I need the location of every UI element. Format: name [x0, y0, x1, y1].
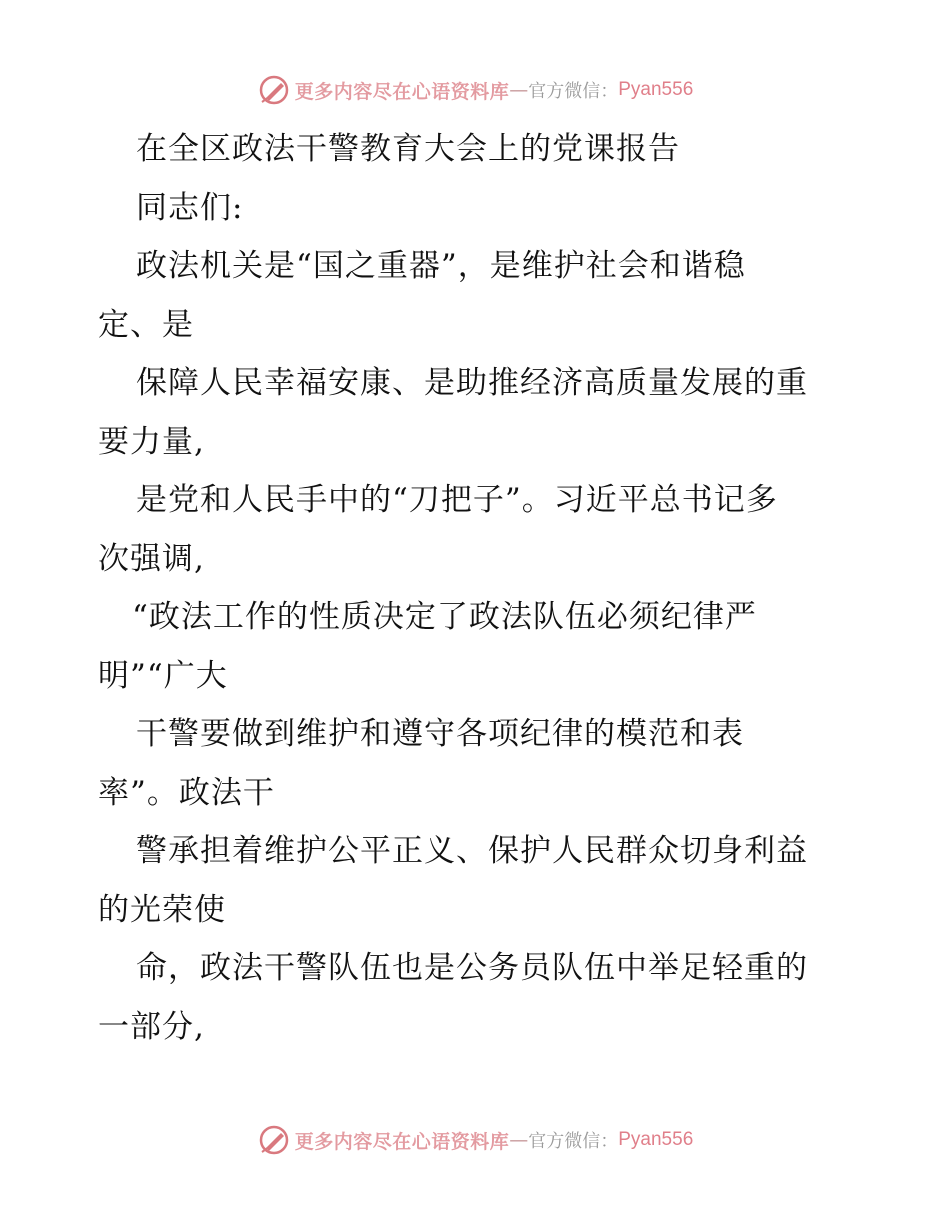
- pen-logo-icon: [257, 73, 291, 107]
- paragraph-line: 一部分,: [98, 1008, 205, 1045]
- watermark-official-label: 官方微信：: [528, 1131, 619, 1152]
- document-body: [98, 120, 858, 1056]
- paragraph-line: 保障人民幸福安康、是助推经济高质量发展的重: [136, 365, 808, 401]
- paragraph-line: 明”“广大: [98, 657, 228, 694]
- watermark-group: [257, 73, 694, 107]
- paragraph-line: 是党和人民手中的“刀把子”。习近平总书记多: [136, 482, 778, 518]
- paragraph-line: 的光荣使: [98, 891, 226, 928]
- paragraph-line: 次强调,: [98, 540, 205, 577]
- watermark-group: [257, 1123, 694, 1157]
- watermark-official-label: 官方微信：: [528, 81, 619, 102]
- header-watermark: [0, 70, 950, 110]
- paragraph-line: 要力量,: [98, 423, 205, 460]
- paragraph-line: “政法工作的性质决定了政法队伍必须纪律严: [132, 599, 757, 635]
- watermark-separator: —: [509, 1129, 529, 1151]
- watermark-wechat-id: Pyan556: [618, 79, 694, 100]
- paragraph-line: 率”。政法干: [98, 774, 275, 811]
- footer-watermark: [0, 1120, 950, 1160]
- watermark-text: 更多内容尽在心语资料库: [294, 1130, 510, 1153]
- paragraph-line: 定、是: [98, 306, 194, 343]
- document-title: 在全区政法干警教育大会上的党课报告: [136, 131, 680, 167]
- pen-logo-icon: [257, 1123, 291, 1157]
- paragraph-line: 警承担着维护公平正义、保护人民群众切身利益: [136, 833, 808, 869]
- watermark-wechat-id: Pyan556: [618, 1129, 694, 1150]
- paragraph-line: 政法机关是“国之重器”，是维护社会和谐稳: [136, 248, 746, 284]
- paragraph-line: 干警要做到维护和遵守各项纪律的模范和表: [136, 716, 744, 752]
- watermark-text: 更多内容尽在心语资料库: [294, 80, 510, 103]
- paragraph-line: 命，政法干警队伍也是公务员队伍中举足轻重的: [136, 950, 808, 986]
- watermark-separator: —: [509, 79, 529, 101]
- greeting: 同志们:: [136, 189, 244, 226]
